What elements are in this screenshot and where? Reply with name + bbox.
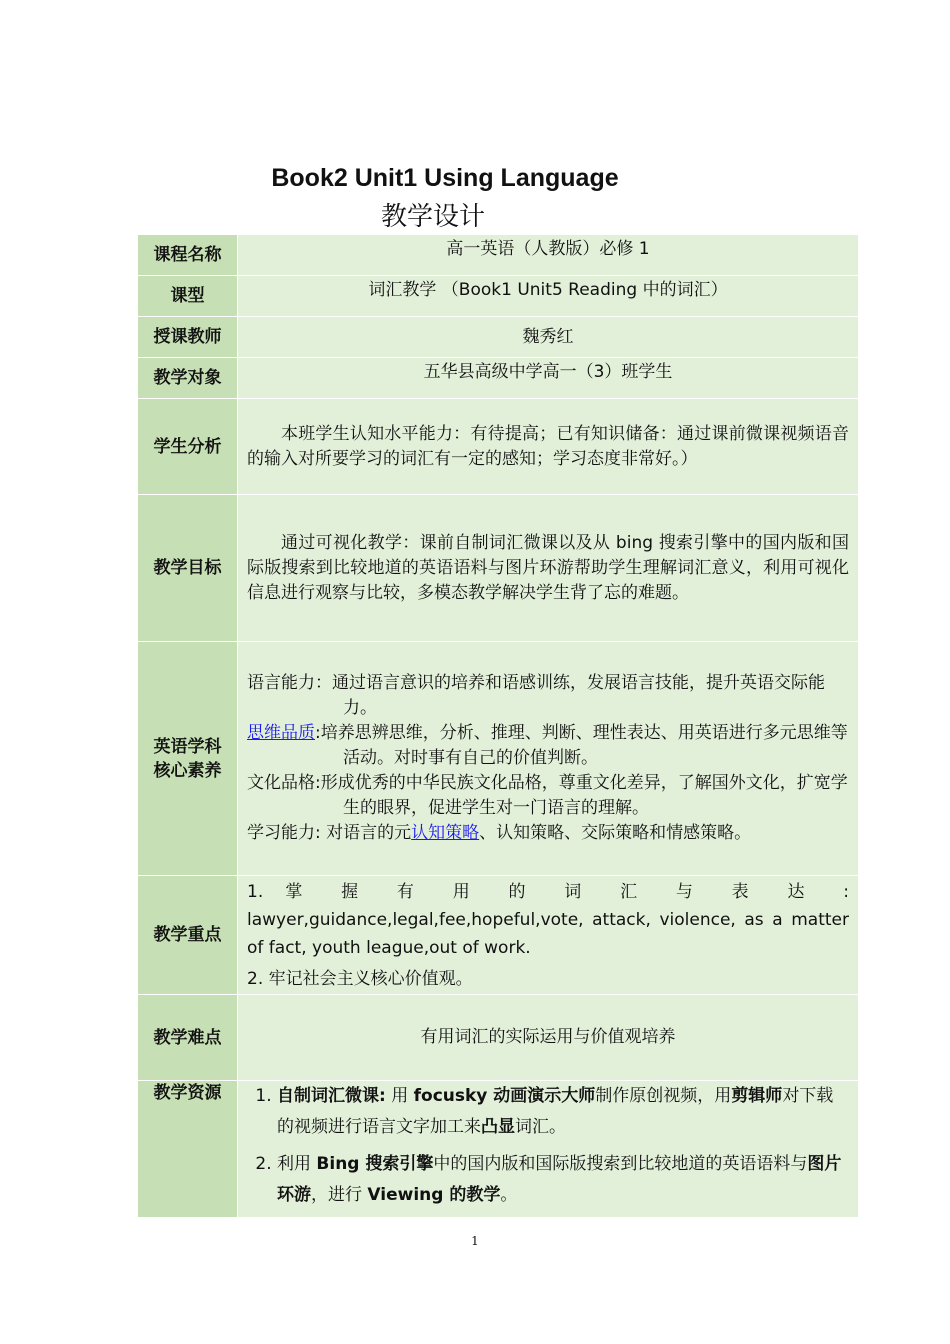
literacy-language-text: 通过语言意识的培养和语感训练，发展语言技能，提升英语交际能力。: [332, 673, 825, 718]
goal-text: 通过可视化教学：课前自制词汇微课以及从 bing 搜索引擎中的国内版和国际版搜索到比较地道的英语语料与图片环游帮助学生理解词汇意义，利用可视化信息进行观察与比较，多模态教学解决学生背了忘的难题。: [247, 532, 849, 603]
value-key: [238, 876, 859, 995]
resource1-bold-a: 自制词汇微课:: [277, 1086, 386, 1106]
resource2-bold-c: Viewing 的教学: [367, 1185, 501, 1205]
analysis-text: 本班学生认知水平能力：有待提高；已有知识储备：通过课前微课视频语音的输入对所要学习的词汇有一定的感知；学习态度非常好。）: [247, 423, 849, 469]
resource1-bold-c: 剪辑师: [731, 1086, 783, 1106]
resource-item-1: [277, 1081, 849, 1143]
label-goal: 教学目标: [138, 495, 238, 642]
literacy-learning-text-b: 、认知策略、交际策略和情感策略。: [479, 823, 752, 843]
row-goal: [138, 495, 859, 642]
literacy-learning-text-a: 对语言的元: [326, 823, 412, 843]
value-target: 五华县高级中学高一（3）班学生: [238, 358, 859, 399]
literacy-culture-text: 形成优秀的中华民族文化品格，尊重文化差异，了解国外文化，扩宽学生的眼界，促进学生对一门语言的理解。: [320, 773, 848, 818]
resource2-text-c: ，进行: [311, 1185, 368, 1205]
literacy-language-prefix: 语言能力：: [247, 673, 332, 693]
label-target: 教学对象: [138, 358, 238, 399]
label-literacy-line1: 英语学科: [153, 736, 222, 757]
label-literacy-line2: 核心素养: [153, 760, 222, 781]
row-literacy: [138, 642, 859, 876]
value-literacy: [238, 642, 859, 876]
document-subtitle: 教学设计: [380, 202, 485, 232]
key-line1: 1. 掌 握 有 用 的 词 汇 与 表 达 :: [247, 881, 849, 902]
resource1-bold-b: focusky 动画演示大师: [413, 1086, 596, 1106]
key-line3: 2. 牢记社会主义核心价值观。: [247, 968, 473, 989]
literacy-learning: [247, 821, 849, 846]
value-difficulty: 有用词汇的实际运用与价值观培养: [238, 995, 859, 1081]
cognitive-strategy-link[interactable]: 认知策略: [411, 823, 480, 843]
value-analysis: [238, 399, 859, 495]
label-resources: 教学资源: [138, 1081, 238, 1218]
value-course: 高一英语（人教版）必修 1: [238, 235, 859, 276]
literacy-thinking-text: 培养思辨思维，分析、推理、判断、理性表达、用英语进行多元思维等活动。对时事有自己的价值判断。: [320, 723, 848, 768]
value-resources: [238, 1081, 859, 1218]
row-teacher: [138, 317, 859, 358]
label-teacher: 授课教师: [138, 317, 238, 358]
label-difficulty: 教学难点: [138, 995, 238, 1081]
value-goal: [238, 495, 859, 642]
resources-list: [247, 1081, 849, 1211]
label-key: 教学重点: [138, 876, 238, 995]
resource1-text-a: 用: [385, 1086, 414, 1106]
label-analysis: 学生分析: [138, 399, 238, 495]
resource2-text-d: 。: [500, 1185, 518, 1205]
label-course: 课程名称: [138, 235, 238, 276]
resource2-text-a: 利用: [277, 1154, 317, 1174]
row-difficulty: [138, 995, 859, 1081]
row-key: [138, 876, 859, 995]
resource2-bold-a: Bing 搜索引擎: [316, 1154, 434, 1174]
thinking-link[interactable]: 思维品质: [247, 723, 315, 743]
page-number: 1: [471, 1234, 479, 1248]
resource2-bold-b: 图片环游: [277, 1154, 842, 1205]
key-line2: lawyer,guidance,legal,fee,hopeful,vote, attack, violence, as a matter of fact, youth league,out of work.: [247, 909, 849, 958]
resource2-text-b: 中的国内版和国际版搜索到比较地道的英语语料与: [433, 1154, 808, 1174]
literacy-learning-prefix: 学习能力:: [247, 823, 327, 843]
literacy-language: [247, 671, 849, 721]
literacy-thinking-sep: :: [315, 723, 321, 743]
resource-item-2: [277, 1149, 849, 1211]
resource1-text-b: 制作原创视频，用: [595, 1086, 732, 1106]
row-resources: [138, 1081, 859, 1218]
row-target: [138, 358, 859, 399]
resource1-text-d: 词汇。: [515, 1117, 566, 1137]
resource1-bold-d: 凸显: [481, 1117, 515, 1137]
literacy-culture: [247, 771, 849, 821]
row-analysis: [138, 399, 859, 495]
literacy-culture-prefix: 文化品格:: [247, 773, 321, 793]
value-teacher: 魏秀红: [238, 317, 859, 358]
lesson-plan-table: [137, 234, 859, 1218]
resource1-text-c: 对下载的视频进行语言文字加工来: [277, 1086, 834, 1137]
label-type: 课型: [138, 276, 238, 317]
literacy-thinking: [247, 721, 849, 771]
row-course: [138, 235, 859, 276]
document-title: Book2 Unit1 Using Language: [271, 164, 619, 192]
label-literacy: [138, 642, 238, 876]
value-type: 词汇教学 （Book1 Unit5 Reading 中的词汇）: [238, 276, 859, 317]
row-type: [138, 276, 859, 317]
